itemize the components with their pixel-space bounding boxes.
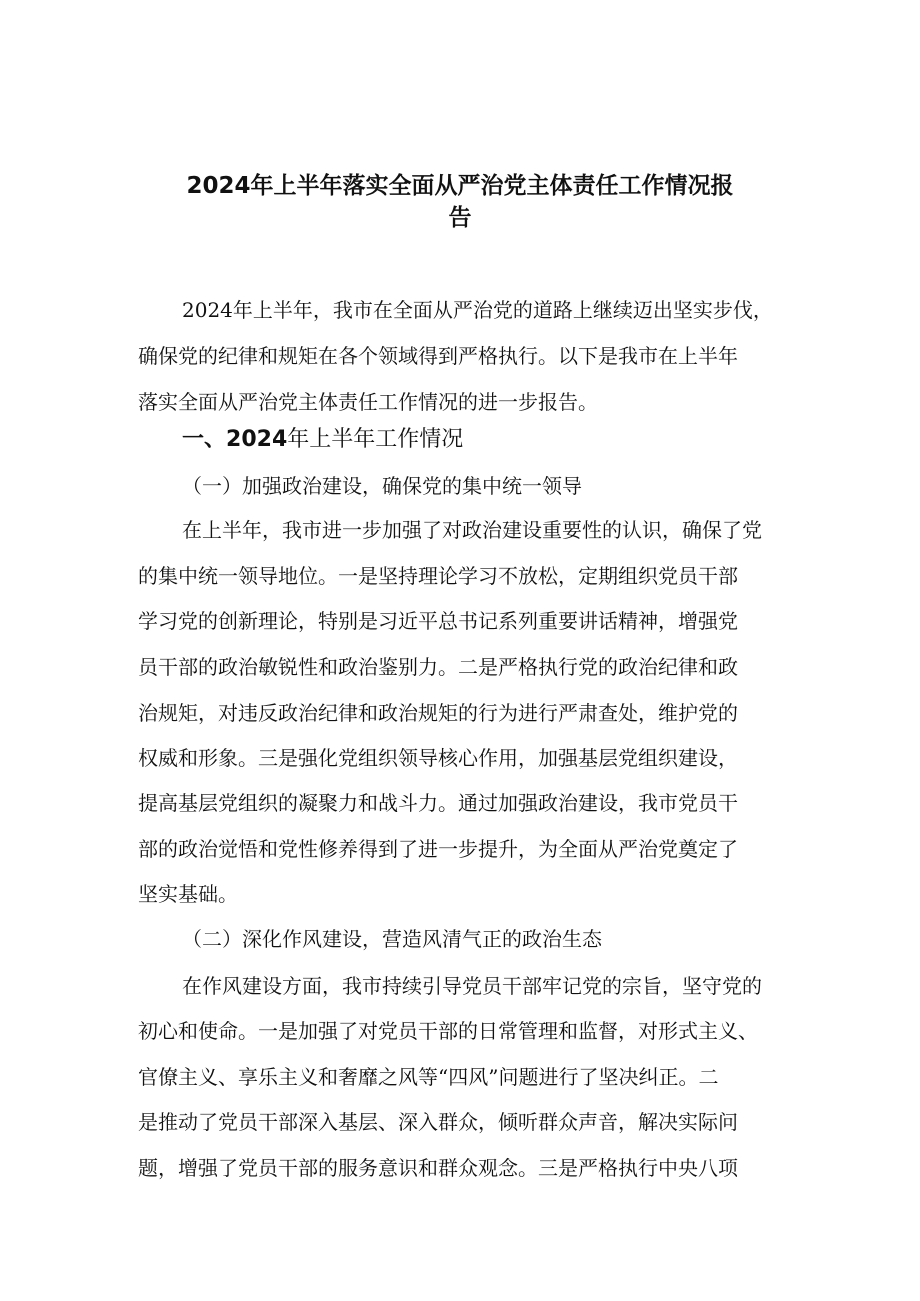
paragraph-line: 权威和形象。三是强化党组织领导核心作用，加强基层党组织建设， [138,746,738,770]
section-heading [182,425,463,455]
paragraph-line: 初心和使命。一是加强了对党员干部的日常管理和监督，对形式主义、 [138,1019,758,1043]
paragraph-line: 员干部的政治敏锐性和政治鉴别力。二是严格执行党的政治纪律和政 [138,655,738,679]
paragraph-line: 的集中统一领导地位。一是坚持理论学习不放松，定期组织党员干部 [138,564,738,588]
section-prefix: 一、 [182,427,227,452]
paragraph-line: 题，增强了党员干部的服务意识和群众观念。三是严格执行中央八项 [138,1156,738,1180]
paragraph-line: 坚实基础。 [138,882,238,906]
document-title-continued: 告 [448,205,472,231]
document-title: 2024年上半年落实全面从严治党主体责任工作情况报 [186,173,734,199]
paragraph-line: 部的政治觉悟和党性修养得到了进一步提升，为全面从严治党奠定了 [138,837,738,861]
subsection-heading: （二）深化作风建设，营造风清气正的政治生态 [182,927,602,951]
paragraph-line: 是推动了党员干部深入基层、深入群众，倾听群众声音，解决实际问 [138,1110,738,1134]
intro-line: 确保党的纪律和规矩在各个领域得到严格执行。以下是我市在上半年 [138,344,738,368]
intro-line: 落实全面从严治党主体责任工作情况的进一步报告。 [138,390,598,414]
paragraph-line: 学习党的创新理论，特别是习近平总书记系列重要讲话精神，增强党 [138,609,738,633]
intro-line: 2024年上半年，我市在全面从严治党的道路上继续迈出坚实步伐， [182,298,773,322]
section-year: 2024 [226,427,288,452]
paragraph-line: 在作风建设方面，我市持续引导党员干部牢记党的宗旨，坚守党的 [182,974,762,998]
section-title: 年上半年工作情况 [287,427,464,452]
paragraph-line: 治规矩，对违反政治纪律和政治规矩的行为进行严肃查处，维护党的 [138,701,738,725]
paragraph-line: 官僚主义、享乐主义和奢靡之风等“四风”问题进行了坚决纠正。二 [138,1065,719,1089]
paragraph-line: 在上半年，我市进一步加强了对政治建设重要性的认识，确保了党 [182,518,762,542]
paragraph-line: 提高基层党组织的凝聚力和战斗力。通过加强政治建设，我市党员干 [138,791,738,815]
subsection-heading: （一）加强政治建设，确保党的集中统一领导 [182,474,582,498]
